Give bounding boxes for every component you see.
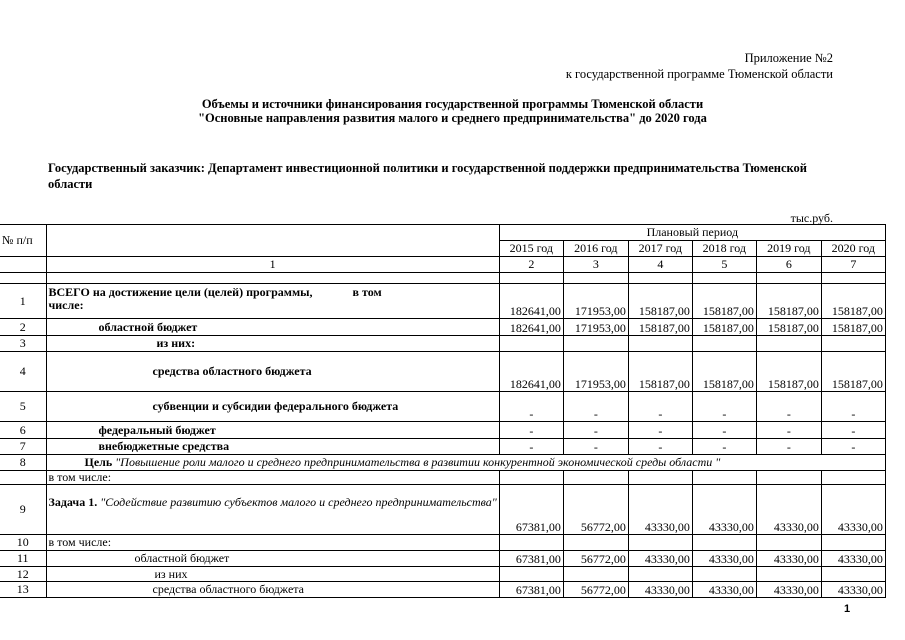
table-row (0, 439, 885, 455)
value-cell: 56772,00 (563, 485, 628, 535)
document-title (0, 97, 905, 125)
value-cell (563, 336, 628, 352)
year-header: 2015 год (499, 241, 563, 257)
row-number: 6 (0, 422, 46, 439)
colnum: 3 (563, 257, 628, 273)
table-row (0, 471, 885, 485)
table-row (0, 284, 885, 319)
appendix-line-1: Приложение №2 (744, 51, 833, 65)
value-cell: 182641,00 (499, 284, 563, 319)
header-row-plan (0, 225, 885, 241)
row-name: в том числе: (46, 535, 499, 551)
value-cell: 158187,00 (756, 319, 821, 336)
colnum: 1 (46, 257, 499, 273)
value-cell: - (692, 422, 756, 439)
colnum: 4 (628, 257, 692, 273)
year-header: 2020 год (821, 241, 885, 257)
table-row (0, 352, 885, 392)
value-cell: 43330,00 (692, 485, 756, 535)
value-cell: - (563, 439, 628, 455)
value-cell: - (628, 422, 692, 439)
table-row (0, 336, 885, 352)
value-cell: - (821, 422, 885, 439)
row-name: из них (46, 567, 499, 582)
value-cell: - (821, 392, 885, 422)
row-name: средства областного бюджета (46, 352, 499, 392)
value-cell: 43330,00 (692, 582, 756, 598)
task-name (46, 485, 499, 535)
year-header: 2017 год (628, 241, 692, 257)
value-cell: 67381,00 (499, 485, 563, 535)
value-cell (499, 336, 563, 352)
value-cell: 182641,00 (499, 352, 563, 392)
row-name-part: ВСЕГО на достижение цели (целей) программы, (48, 285, 313, 299)
value-cell: 158187,00 (628, 319, 692, 336)
task-row (0, 485, 885, 535)
value-cell: 43330,00 (821, 551, 885, 567)
table-row (0, 535, 885, 551)
units-label: тыс.руб. (790, 211, 833, 225)
value-cell: 158187,00 (821, 319, 885, 336)
colnum: 7 (821, 257, 885, 273)
value-cell: - (692, 392, 756, 422)
year-header: 2019 год (756, 241, 821, 257)
value-cell: 43330,00 (628, 582, 692, 598)
row-number: 10 (0, 535, 46, 551)
value-cell: 43330,00 (628, 551, 692, 567)
row-number: 4 (0, 352, 46, 392)
row-number: 5 (0, 392, 46, 422)
value-cell: 43330,00 (692, 551, 756, 567)
value-cell: 43330,00 (756, 551, 821, 567)
goal-row (0, 455, 885, 471)
goal-text (46, 455, 885, 471)
value-cell: - (499, 439, 563, 455)
appendix-line-2: к государственной программе Тюменской области (565, 67, 833, 81)
row-name: субвенции и субсидии федерального бюджета (46, 392, 499, 422)
colnum-empty (0, 257, 46, 273)
year-header: 2016 год (563, 241, 628, 257)
financing-table (0, 224, 886, 598)
header-row-colnums (0, 257, 885, 273)
value-cell (563, 567, 628, 582)
value-cell (692, 336, 756, 352)
row-name: внебюджетные средства (46, 439, 499, 455)
value-cell: 171953,00 (563, 352, 628, 392)
goal-description: "Повышение роли малого и среднего предпринимательства в развитии конкурентной экономической среды области " (115, 455, 721, 469)
row-number: 12 (0, 567, 46, 582)
colnum: 6 (756, 257, 821, 273)
table-row (0, 582, 885, 598)
value-cell: 171953,00 (563, 284, 628, 319)
colnum: 5 (692, 257, 756, 273)
value-cell (821, 336, 885, 352)
goal-label: Цель (84, 455, 116, 469)
table-row (0, 567, 885, 582)
page-number: 1 (844, 603, 851, 615)
value-cell: 158187,00 (756, 284, 821, 319)
value-cell (628, 336, 692, 352)
row-number: 9 (0, 485, 46, 535)
value-cell: 158187,00 (821, 284, 885, 319)
value-cell: 158187,00 (821, 352, 885, 392)
value-cell: 67381,00 (499, 551, 563, 567)
row-number (0, 471, 46, 485)
task-description: "Содействие развитию субъектов малого и среднего предпринимательства" (100, 495, 497, 509)
row-number: 11 (0, 551, 46, 567)
value-cell: 182641,00 (499, 319, 563, 336)
value-cell (756, 567, 821, 582)
value-cell (692, 567, 756, 582)
col-header-name (46, 225, 499, 257)
row-name: из них: (46, 336, 499, 352)
row-name (46, 284, 499, 319)
row-number: 1 (0, 284, 46, 319)
value-cell: - (563, 422, 628, 439)
task-label: Задача 1. (48, 495, 101, 509)
row-name: в том числе: (46, 471, 499, 485)
value-cell: - (499, 422, 563, 439)
row-number: 7 (0, 439, 46, 455)
value-cell: - (692, 439, 756, 455)
value-cell: - (628, 439, 692, 455)
plan-period-header: Плановый период (499, 225, 885, 241)
value-cell (628, 567, 692, 582)
table-row (0, 422, 885, 439)
row-number: 8 (0, 455, 46, 471)
table-row (0, 319, 885, 336)
value-cell: 158187,00 (692, 319, 756, 336)
value-cell: 158187,00 (628, 284, 692, 319)
row-name: областной бюджет (46, 551, 499, 567)
value-cell: - (756, 439, 821, 455)
value-cell: 43330,00 (821, 485, 885, 535)
value-cell: 158187,00 (692, 352, 756, 392)
colnum: 2 (499, 257, 563, 273)
row-name-part: в том (352, 285, 382, 299)
table-row (0, 551, 885, 567)
row-name: средства областного бюджета (46, 582, 499, 598)
state-customer: Государственный заказчик: Департамент инвестиционной политики и государственной поддержки предпринимательства Тюменской области (48, 161, 807, 191)
title-line-1: Объемы и источники финансирования государственной программы Тюменской области (201, 97, 704, 111)
row-name-part: числе: (48, 298, 84, 312)
title-line-2: "Основные направления развития малого и среднего предпринимательства" до 2020 года (198, 111, 707, 125)
value-cell: 171953,00 (563, 319, 628, 336)
value-cell: 43330,00 (756, 485, 821, 535)
value-cell: 43330,00 (821, 582, 885, 598)
col-header-no: № п/п (0, 225, 46, 257)
value-cell: 56772,00 (563, 582, 628, 598)
value-cell: - (563, 392, 628, 422)
value-cell (756, 336, 821, 352)
value-cell: 158187,00 (756, 352, 821, 392)
row-number: 2 (0, 319, 46, 336)
value-cell: - (499, 392, 563, 422)
value-cell: - (756, 392, 821, 422)
row-number: 3 (0, 336, 46, 352)
value-cell (821, 567, 885, 582)
value-cell: - (756, 422, 821, 439)
value-cell: 43330,00 (756, 582, 821, 598)
value-cell: 158187,00 (628, 352, 692, 392)
row-name: областной бюджет (46, 319, 499, 336)
appendix-header (566, 50, 833, 82)
table-row (0, 392, 885, 422)
spacer-row (0, 273, 885, 284)
value-cell: 56772,00 (563, 551, 628, 567)
row-number: 13 (0, 582, 46, 598)
value-cell: - (628, 392, 692, 422)
row-name: федеральный бюджет (46, 422, 499, 439)
value-cell (499, 567, 563, 582)
value-cell: - (821, 439, 885, 455)
value-cell: 158187,00 (692, 284, 756, 319)
year-header: 2018 год (692, 241, 756, 257)
value-cell: 43330,00 (628, 485, 692, 535)
value-cell: 67381,00 (499, 582, 563, 598)
